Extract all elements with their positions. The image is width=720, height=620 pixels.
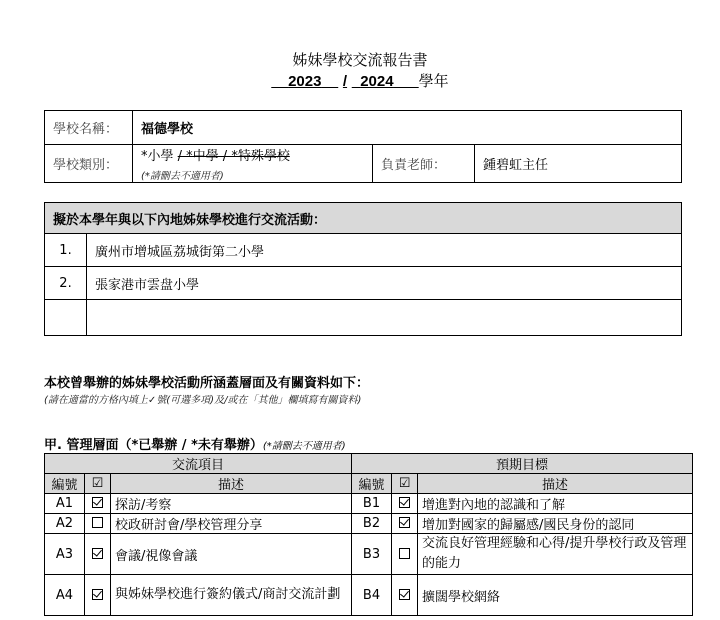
school-type-value [133,145,373,183]
activity-num: 1. [45,234,87,267]
col-check: ☑ [392,474,418,494]
management-heading: 甲. 管理層面（*已舉辦 / *未有舉辦）(*請刪去不適用者) [44,438,346,453]
item-desc: 與姊妹學校進行簽約儀式/商討交流計劃 [111,575,352,616]
school-year [0,70,720,91]
table-row [45,300,682,336]
checkbox[interactable] [92,548,103,559]
activity-school [87,300,682,336]
goal-desc: 擴闊學校網絡 [418,575,693,616]
item-desc: 會議/視像會議 [111,534,352,575]
management-note: (*請刪去不適用者) [262,441,346,452]
goal-code: B4 [352,575,392,616]
table-row [45,267,682,300]
teacher-label: 負責老師： [373,145,475,183]
activity-header: 擬於本學年與以下內地姊妹學校進行交流活動： [45,203,682,234]
year-to: _2024___ [351,73,419,90]
goal-code: B1 [352,494,392,514]
col-desc: 描述 [418,474,693,494]
school-name-value: 福德學校 [133,111,682,145]
table-row [45,534,693,575]
goal-desc: 增加對國家的歸屬感/國民身份的認同 [418,514,693,534]
checkbox-cell [85,514,111,534]
section-note: (請在適當的方格內填上✓號(可選多項)及/或在「其他」欄填寫有關資料) [44,395,362,406]
year-suffix: 學年 [418,72,449,90]
activity-table [44,202,682,336]
item-code: A2 [45,514,85,534]
item-code: A1 [45,494,85,514]
school-type-primary: *小學 [141,149,174,164]
checkbox[interactable] [399,497,410,508]
item-desc: 校政研討會/學校管理分享 [111,514,352,534]
report-title: 姊妹學校交流報告書 [292,51,428,69]
col-num: 編號 [45,474,85,494]
checkbox-cell [85,494,111,514]
checkbox[interactable] [92,589,103,600]
checkbox-cell [85,575,111,616]
col-num: 編號 [352,474,392,494]
checkbox[interactable] [399,548,410,559]
right-section-title: 預期目標 [352,454,693,474]
table-row [45,494,693,514]
checkbox[interactable] [92,517,103,528]
school-type-struck: / *中學 / *特殊學校 [177,149,290,164]
table-row [45,514,693,534]
checkbox-cell [392,575,418,616]
activity-school: 廣州市增城區荔城街第二小學 [87,234,682,267]
checkbox[interactable] [92,497,103,508]
activity-school: 張家港市雲盘小學 [87,267,682,300]
activity-num [45,300,87,336]
checkbox[interactable] [399,589,410,600]
checkbox-cell [392,494,418,514]
checkbox-cell [392,514,418,534]
checkbox-cell [85,534,111,575]
school-type-note: (*請刪去不適用者) [141,171,224,182]
table-row [45,234,682,267]
activity-num: 2. [45,267,87,300]
left-section-title: 交流項目 [45,454,352,474]
item-desc: 探訪/考察 [111,494,352,514]
school-name-label: 學校名稱： [45,111,133,145]
checkbox-cell [392,534,418,575]
year-from: __2023__ [271,73,339,90]
checkbox[interactable] [399,517,410,528]
goal-desc: 增進對內地的認識和了解 [418,494,693,514]
section-heading: 本校曾舉辦的姊妹學校活動所涵蓋層面及有關資料如下： [44,376,370,391]
teacher-value: 鍾碧虹主任 [475,145,682,183]
goal-desc: 交流良好管理經驗和心得/提升學校行政及管理的能力 [418,534,693,575]
item-code: A4 [45,575,85,616]
school-type-label: 學校類別： [45,145,133,183]
table-row [45,575,693,616]
management-table [44,453,693,616]
col-desc: 描述 [111,474,352,494]
school-info-table [44,110,682,183]
item-code: A3 [45,534,85,575]
goal-code: B3 [352,534,392,575]
col-check: ☑ [85,474,111,494]
year-sep: / [342,73,348,90]
goal-code: B2 [352,514,392,534]
